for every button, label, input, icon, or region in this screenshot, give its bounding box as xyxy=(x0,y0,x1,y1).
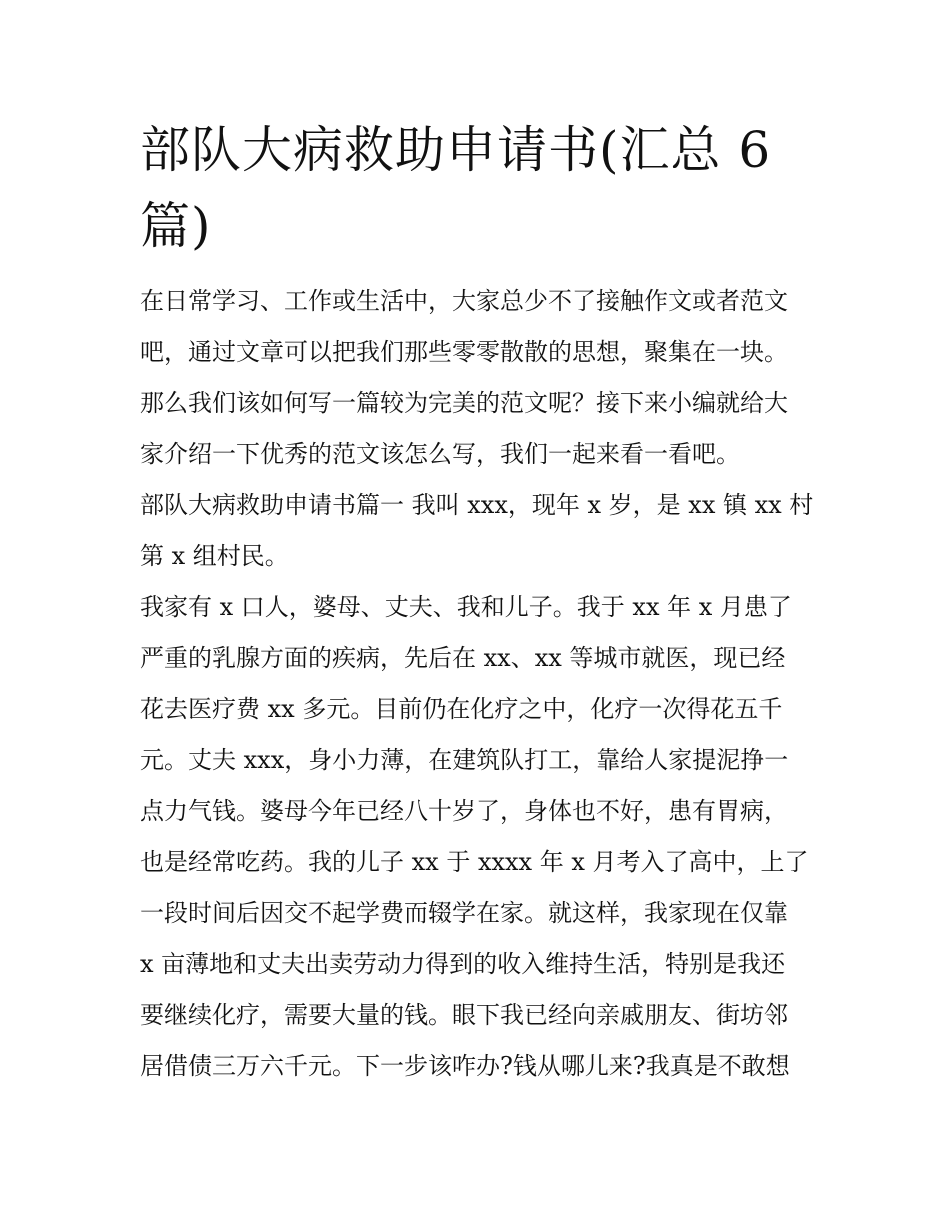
body-line: 吧，通过文章可以把我们那些零零散散的思想，聚集在一块。 xyxy=(140,338,788,366)
body-line: 点力气钱。婆母今年已经八十岁了，身体也不好，患有胃病， xyxy=(140,797,788,825)
body-line: 部队大病救助申请书篇一 我叫 xxx，现年 x 岁，是 xx 镇 xx 村 xyxy=(140,491,814,519)
body-line: 严重的乳腺方面的疾病，先后在 xx、xx 等城市就医，现已经 xyxy=(140,644,786,672)
body-line: 元。丈夫 xxx，身小力薄，在建筑队打工，靠给人家提泥挣一 xyxy=(140,746,789,774)
body-line: 居借债三万六千元。下一步该咋办?钱从哪儿来?我真是不敢想 xyxy=(140,1052,790,1080)
body-line: 要继续化疗，需要大量的钱。眼下我已经向亲戚朋友、街坊邻 xyxy=(140,1001,788,1029)
body-line: 那么我们该如何写一篇较为完美的范文呢？接下来小编就给大 xyxy=(140,389,788,417)
body-line: 第 x 组村民。 xyxy=(140,542,289,570)
body-line: x 亩薄地和丈夫出卖劳动力得到的收入维持生活，特别是我还 xyxy=(140,950,786,978)
body-line: 一段时间后因交不起学费而辍学在家。就这样，我家现在仅靠 xyxy=(140,899,788,927)
body-line: 我家有 x 口人，婆母、丈夫、我和儿子。我于 xx 年 x 月患了 xyxy=(140,593,792,621)
document-title: 部队大病救助申请书(汇总 6 篇) xyxy=(140,121,772,255)
body-line: 花去医疗费 xx 多元。目前仍在化疗之中，化疗一次得花五千 xyxy=(140,695,783,723)
document-body xyxy=(140,276,830,1092)
body-line: 也是经常吃药。我的儿子 xx 于 xxxx 年 x 月考入了高中，上了 xyxy=(140,848,809,876)
body-line: 家介绍一下优秀的范文该怎么写，我们一起来看一看吧。 xyxy=(140,440,740,468)
body-line: 在日常学习、工作或生活中，大家总少不了接触作文或者范文 xyxy=(140,287,788,315)
